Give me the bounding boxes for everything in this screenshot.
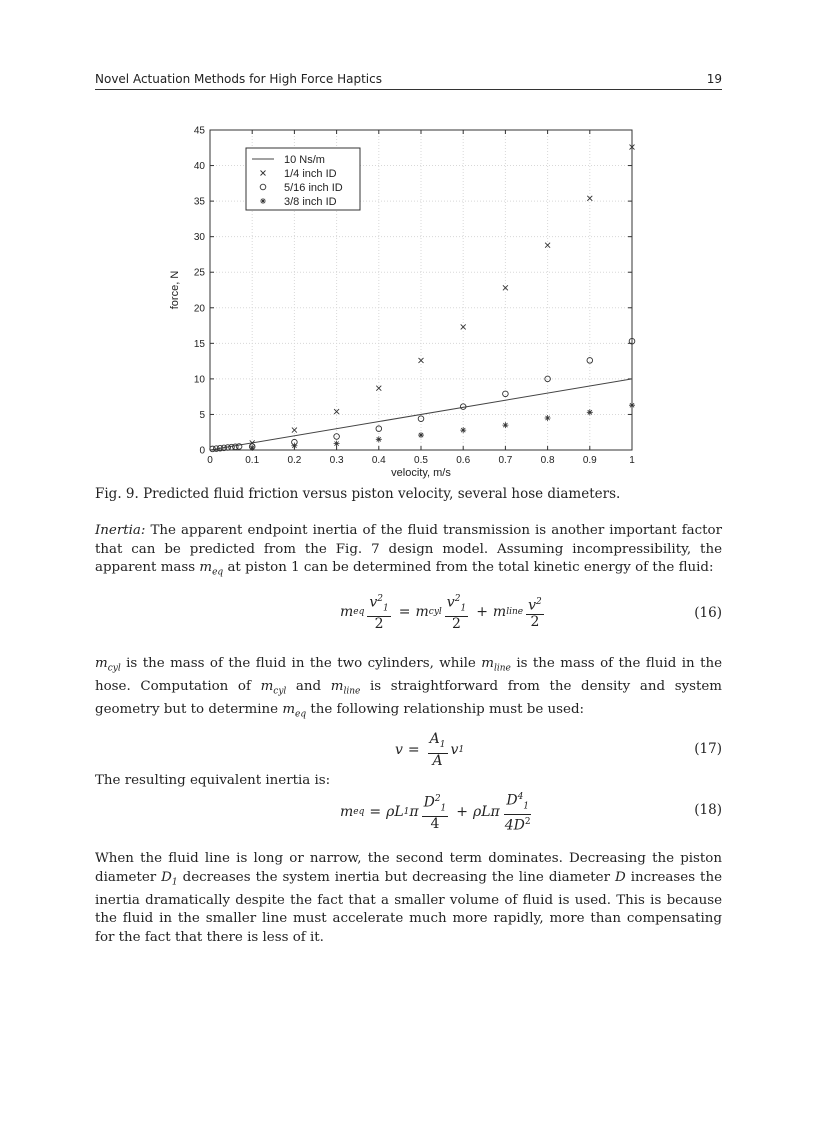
y-tick-label: 0 — [199, 445, 205, 457]
equation-18: m eq = ρ L 1 π $\frac{D^2_1}{4}$ + ρ L π $\frac{D^4_1}{4D^2}$ (18) — [340, 792, 722, 835]
x-tick-label: 0.6 — [456, 455, 471, 466]
equation-17-number: (17) — [694, 741, 722, 757]
x-tick-label: 1 — [629, 455, 635, 466]
data-point-* — [460, 427, 466, 433]
running-header — [95, 70, 722, 90]
legend-entry: 5/16 inch ID — [284, 182, 343, 194]
equation-17: v = $\frac{A_1}{A}$ v 1 (17) — [395, 731, 722, 769]
data-point-* — [376, 436, 382, 442]
y-tick-label: 20 — [193, 303, 205, 315]
equation-16-number: (16) — [694, 605, 722, 621]
x-tick-label: 0.8 — [540, 455, 555, 466]
data-point-x — [376, 386, 381, 391]
y-tick-label: 5 — [199, 409, 205, 421]
x-axis-label: velocity, m/s — [391, 467, 451, 479]
data-point-x — [292, 428, 297, 433]
page-number: 19 — [706, 72, 722, 86]
figure-caption: Fig. 9. Predicted fluid friction versus piston velocity, several hose diameters. — [95, 486, 621, 502]
data-point-* — [334, 441, 340, 447]
friction-chart — [160, 120, 650, 485]
x-tick-label: 0.9 — [582, 455, 597, 466]
x-tick-label: 0 — [207, 455, 213, 466]
x-tick-label: 0.5 — [414, 455, 428, 466]
inertia-lead: Inertia: — [95, 523, 146, 538]
data-point-o — [236, 444, 242, 450]
y-tick-label: 40 — [193, 161, 205, 173]
x-tick-label: 0.3 — [329, 455, 344, 466]
equation-18-number: (18) — [694, 802, 722, 818]
resulting-text: The resulting equivalent inertia is: — [95, 773, 331, 788]
data-point-* — [545, 415, 551, 421]
legend-entry: 1/4 inch ID — [284, 168, 337, 180]
data-point-* — [629, 402, 635, 408]
y-axis-label: force, N — [169, 270, 181, 310]
y-tick-label: 25 — [193, 267, 205, 279]
x-tick-label: 0.4 — [371, 455, 386, 466]
data-point-* — [502, 422, 508, 428]
equation-16: m eq $\frac{v^2_1}{2}$ = m cyl $\frac{v^2_1}{2}$ + m line $\frac{v^2}{2}$ (16) — [340, 594, 722, 633]
y-tick-label: 15 — [193, 338, 205, 350]
header-title: Novel Actuation Methods for High Force Haptics — [95, 72, 382, 86]
x-tick-label: 0.7 — [498, 455, 513, 466]
legend-entry: 3/8 inch ID — [284, 196, 337, 208]
y-tick-label: 45 — [193, 125, 205, 137]
legend-entry: 10 Ns/m — [284, 154, 325, 166]
paragraph-inertia: Inertia: The apparent endpoint inertia of the fluid transmission is another important factor that can be predicted from the Fig. 7 design model. Assuming incompressibility, the apparent mass $m_{eq}$ at piston 1 can be determined from the total kinetic energy of the fluid: — [95, 523, 722, 578]
data-point-* — [418, 432, 424, 438]
data-point-* — [587, 409, 593, 415]
y-tick-label: 10 — [193, 374, 205, 386]
y-tick-label: 30 — [193, 232, 205, 244]
paragraph-conclusion: When the fluid line is long or narrow, the second term dominates. Decreasing the piston diameter $D_1$ decreases the system inertia but decreasing the line diameter D increases the inertia dramatically despite the fact that a smaller volume of fluid is used. This is because the fluid in the smaller line must accelerate much more rapidly, more than compensating for the fact that there is less of it. — [95, 851, 722, 945]
y-tick-label: 35 — [193, 196, 205, 208]
x-tick-label: 0.1 — [245, 455, 260, 466]
x-tick-label: 0.2 — [287, 455, 302, 466]
paragraph-masses: $m_{cyl}$ is the mass of the fluid in the two cylinders, while $m_{line}$ is the mass of the fluid in the hose. Computation of $m_{cyl}$ and $m_{line}$ is straightforward from the density and system geometry but to determine $m_{eq}$ the following relationship must be used: — [95, 656, 723, 721]
data-point-x — [545, 243, 550, 248]
